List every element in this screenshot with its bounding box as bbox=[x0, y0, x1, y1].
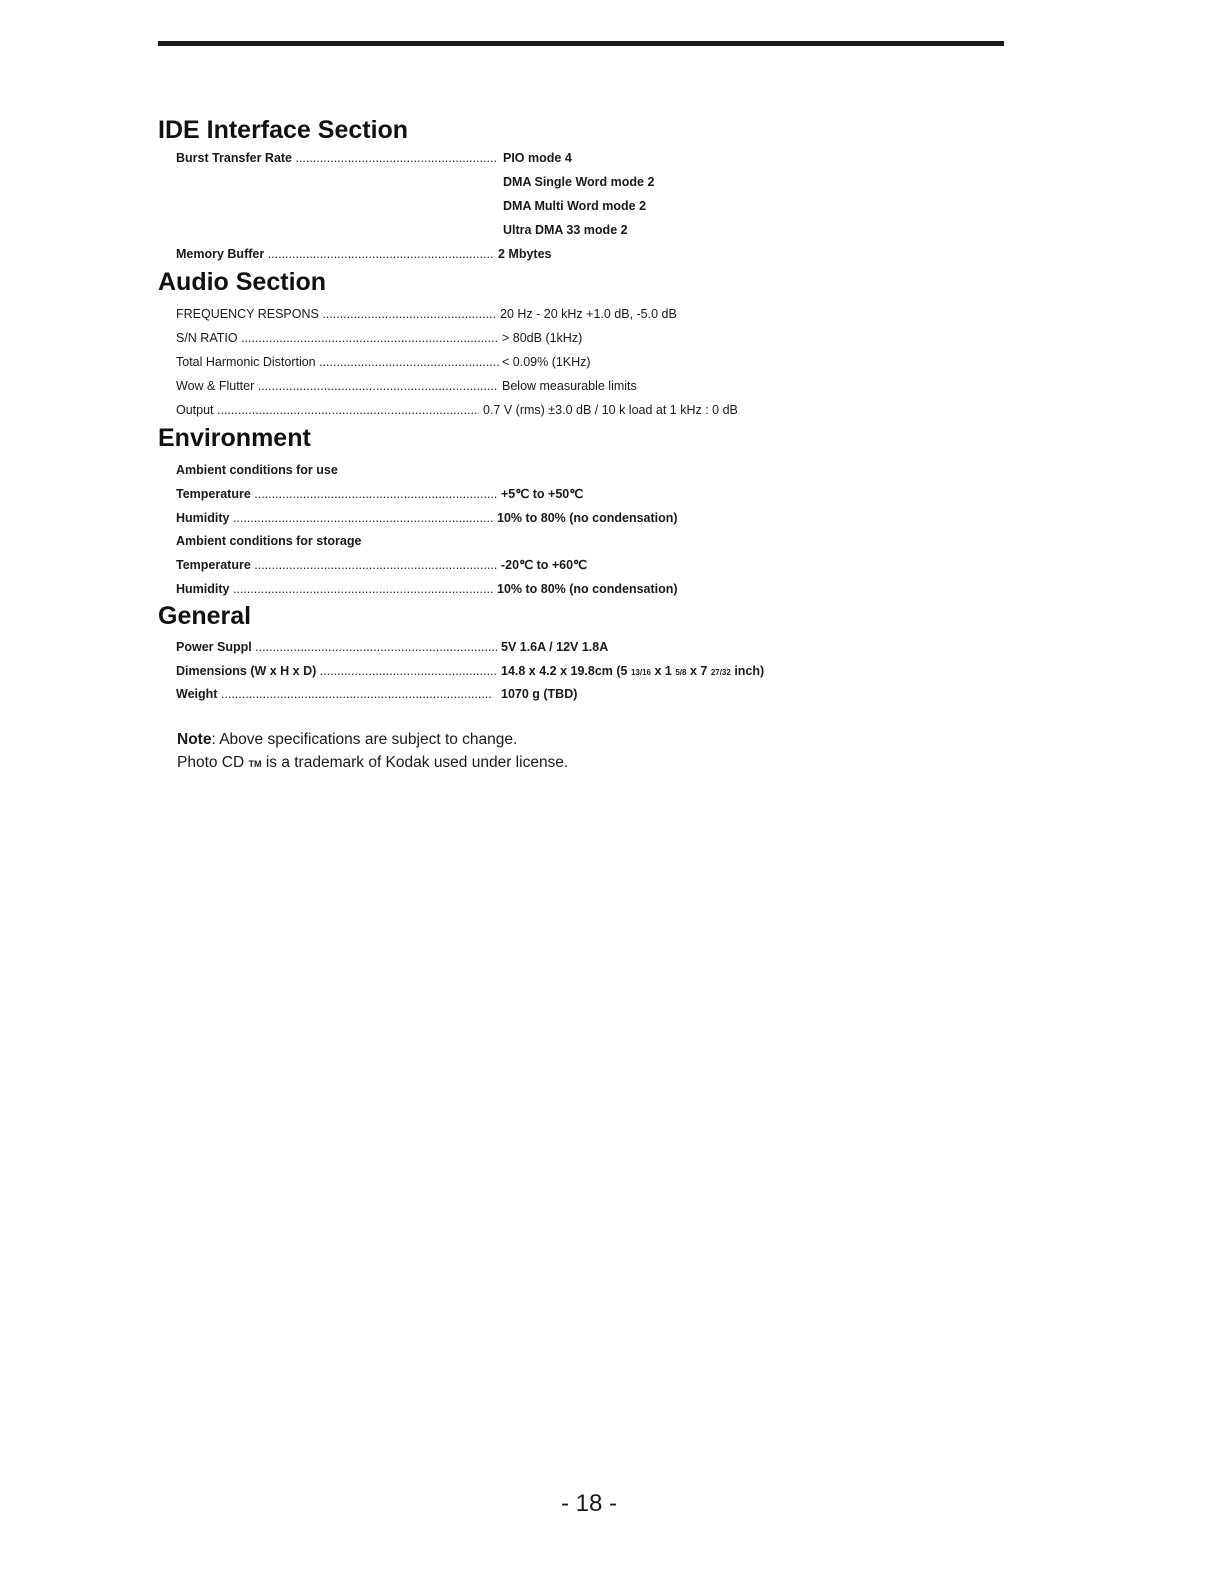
dimensions-value-mid-2: x 7 bbox=[686, 664, 708, 678]
use-humidity-label: Humidity ..... bbox=[176, 510, 493, 526]
sn-ratio-value: > 80dB (1kHz) bbox=[502, 331, 583, 345]
storage-humidity-label: Humidity ..... bbox=[176, 581, 493, 597]
dimensions-fraction-1: 13/16 bbox=[630, 668, 651, 677]
wow-flutter-label: Wow & Flutter ..... bbox=[176, 378, 498, 394]
dimensions-value-mid-1: x 1 bbox=[651, 664, 672, 678]
burst-transfer-rate-label: Burst Transfer Rate ..... bbox=[176, 150, 498, 166]
ambient-use-caption: Ambient conditions for use bbox=[176, 463, 338, 477]
dimensions-value bbox=[501, 663, 764, 681]
storage-temperature-label: Temperature ..... bbox=[176, 557, 497, 573]
dimensions-fraction-3: 27/32 bbox=[710, 668, 731, 677]
burst-transfer-rate-value-3: DMA Multi Word mode 2 bbox=[503, 199, 647, 213]
power-supply-label: Power Suppl ..... bbox=[176, 639, 497, 655]
general-section-heading: General bbox=[158, 602, 252, 630]
thd-value: < 0.09% (1KHz) bbox=[502, 355, 591, 369]
use-humidity-value: 10% to 80% (no condensation) bbox=[497, 511, 678, 525]
power-supply-value: 5V 1.6A / 12V 1.8A bbox=[501, 640, 609, 654]
thd-label: Total Harmonic Distortion ..... bbox=[176, 354, 499, 370]
burst-transfer-rate-value-2: DMA Single Word mode 2 bbox=[503, 175, 655, 189]
sn-ratio-label: S/N RATIO ..... bbox=[176, 330, 499, 346]
frequency-response-label: FREQUENCY RESPONS ..... bbox=[176, 306, 496, 322]
memory-buffer-value: 2 Mbytes bbox=[498, 247, 552, 261]
burst-transfer-rate-value-1: PIO mode 4 bbox=[503, 151, 572, 165]
dimensions-value-main: 14.8 x 4.2 x 19.8cm (5 bbox=[501, 664, 628, 678]
wow-flutter-value: Below measurable limits bbox=[502, 379, 637, 393]
output-value: 0.7 V (rms) ±3.0 dB / 10 k load at 1 kHz : 0 dB bbox=[483, 403, 738, 417]
burst-transfer-rate-value-4: Ultra DMA 33 mode 2 bbox=[503, 223, 628, 237]
dimensions-label: Dimensions (W x H x D) ..... bbox=[176, 663, 497, 679]
top-rule bbox=[158, 41, 1004, 46]
audio-section-heading: Audio Section bbox=[158, 268, 327, 296]
use-temperature-label: Temperature ..... bbox=[176, 486, 497, 502]
output-label: Output ..... bbox=[176, 402, 479, 418]
memory-buffer-label: Memory Buffer ..... bbox=[176, 246, 494, 262]
ambient-storage-caption: Ambient conditions for storage bbox=[176, 534, 362, 548]
specifications-note bbox=[177, 730, 517, 750]
storage-humidity-value: 10% to 80% (no condensation) bbox=[497, 582, 678, 596]
weight-value: 1070 g (TBD) bbox=[501, 687, 578, 701]
dimensions-value-end: inch) bbox=[730, 664, 765, 678]
page-number: - 18 - bbox=[560, 1490, 617, 1517]
trademark-symbol: TM bbox=[248, 759, 262, 769]
weight-label: Weight ..... bbox=[176, 686, 493, 702]
use-temperature-value: +5℃ to +50℃ bbox=[501, 487, 584, 501]
note-label: Note bbox=[177, 731, 212, 748]
note-text: : Above specifications are subject to change. bbox=[211, 731, 518, 748]
ide-section-heading: IDE Interface Section bbox=[158, 116, 409, 144]
trademark-note bbox=[177, 753, 568, 774]
environment-section-heading: Environment bbox=[158, 424, 311, 452]
dimensions-fraction-2: 5/8 bbox=[675, 668, 687, 677]
storage-temperature-value: -20℃ to +60℃ bbox=[501, 558, 588, 572]
frequency-response-value: 20 Hz - 20 kHz +1.0 dB, -5.0 dB bbox=[500, 307, 677, 321]
trademark-start: Photo CD bbox=[177, 754, 249, 771]
trademark-end: is a trademark of Kodak used under license. bbox=[261, 754, 569, 771]
